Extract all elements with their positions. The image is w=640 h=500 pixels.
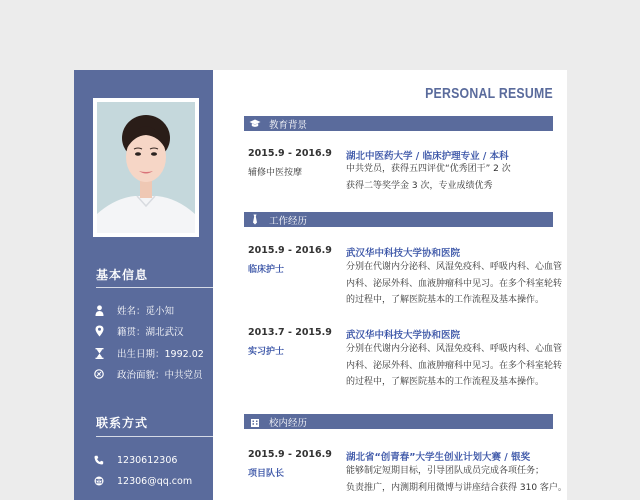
work-2-employer: 武汉华中科技大学协和医院: [346, 330, 461, 341]
contact-email: [94, 475, 192, 487]
resume-title: PERSONAL RESUME: [425, 85, 553, 102]
campus-section-bar: [244, 414, 553, 429]
party-badge-icon: [94, 368, 104, 380]
campus-section-title: 校内经历: [269, 417, 308, 429]
work-1-desc-line: 分别在代谢内分泌科、风湿免疫科、呼吸内科、心血管: [346, 262, 563, 272]
work-2-desc-line: 内科、泌尿外科、血液肿瘤科中见习。在多个科室轮转: [346, 360, 563, 371]
portrait-illustration: [97, 102, 195, 233]
work-1-desc-line: 的过程中，了解医院基本的工作流程及基本操作。: [346, 295, 545, 305]
education-school: 湖北中医药大学 / 临床护理专业 / 本科: [346, 151, 509, 162]
info-political-text: 政治面貌：中共党员: [117, 370, 203, 381]
info-name: [94, 303, 174, 317]
profile-photo: [97, 102, 195, 233]
work-2-description: [346, 341, 563, 391]
location-pin-icon: [94, 325, 104, 337]
campus-desc-line: 负责推广，内测期利用微博与讲座结合获得 310 客户。: [346, 482, 567, 493]
education-desc-line: 中共党员，获得五四评优“优秀团干” 2 次: [346, 164, 511, 174]
work-1-description: [346, 259, 563, 309]
hourglass-icon: [94, 347, 104, 359]
tie-icon: [249, 214, 261, 225]
person-icon: [94, 304, 104, 316]
education-desc-line: 获得二等奖学金 3 次，专业成绩优秀: [346, 180, 493, 191]
basic-info-heading: 基本信息: [96, 268, 149, 282]
campus-description: [346, 463, 567, 496]
contact-phone: [94, 454, 177, 466]
education-section-bar: [244, 116, 553, 131]
contact-email-text: 12306@qq.com: [117, 475, 193, 487]
campus-role: 项目队长: [248, 469, 285, 479]
sidebar: [74, 70, 213, 500]
phone-icon: [94, 454, 104, 466]
info-hometown-text: 籍贯：湖北武汉: [117, 327, 184, 338]
resume-page: [74, 70, 567, 500]
profile-photo-frame: [93, 98, 199, 237]
building-icon: [249, 417, 261, 427]
education-description: [346, 161, 558, 194]
work-2-role: 实习护士: [248, 347, 285, 357]
campus-date: 2015.9 - 2016.9: [248, 449, 332, 460]
work-1-employer: 武汉华中科技大学协和医院: [346, 248, 461, 259]
info-birthdate: [94, 346, 204, 360]
graduation-cap-icon: [249, 119, 261, 128]
work-1-date: 2015.9 - 2016.9: [248, 245, 332, 256]
info-name-text: 姓名：觅小知: [117, 306, 175, 317]
education-date: 2015.9 - 2016.9: [248, 148, 332, 159]
work-1-role: 临床护士: [248, 265, 285, 275]
work-2-desc-line: 分别在代谢内分泌科、风湿免疫科、呼吸内科、心血管: [346, 344, 563, 354]
education-minor: 辅修中医按摩: [248, 168, 303, 178]
campus-competition: 湖北省“创青春”大学生创业计划大赛 / 银奖: [346, 452, 531, 463]
work-section-title: 工作经历: [269, 215, 308, 227]
work-1-desc-line: 内科、泌尿外科、血液肿瘤科中见习。在多个科室轮转: [346, 278, 563, 289]
contact-phone-text: 1230612306: [117, 454, 178, 466]
contact-heading: 联系方式: [96, 416, 149, 430]
info-hometown: [94, 324, 184, 338]
info-birthdate-text: 出生日期：1992.02: [117, 349, 204, 360]
info-political: [94, 367, 203, 381]
work-2-date: 2013.7 - 2015.9: [248, 327, 332, 338]
campus-desc-line: 能够制定短期目标，引导团队成员完成各项任务；: [346, 466, 545, 476]
work-section-bar: [244, 212, 553, 227]
mail-icon: [94, 475, 104, 487]
contact-divider: [96, 436, 213, 437]
basic-info-divider: [96, 287, 213, 288]
work-2-desc-line: 的过程中，了解医院基本的工作流程及基本操作。: [346, 377, 545, 387]
education-section-title: 教育背景: [269, 119, 308, 131]
